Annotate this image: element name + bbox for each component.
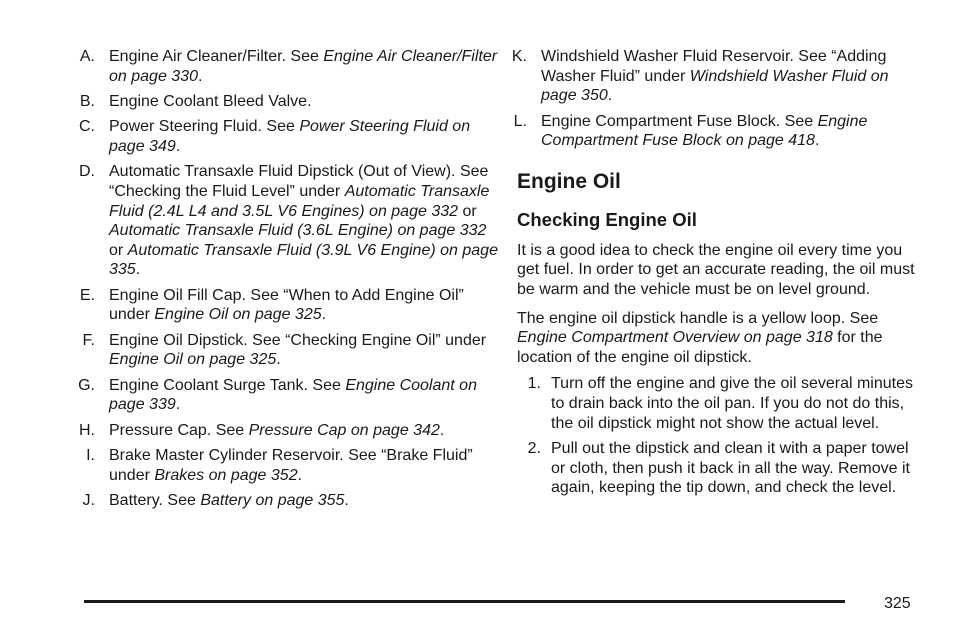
list-item: I. Brake Master Cylinder Reservoir. See “Brake Fluid” under Brakes on page 352.: [78, 446, 498, 485]
item-text: Engine Compartment Fuse Block. See: [541, 112, 818, 130]
item-letter: D.: [79, 163, 95, 181]
cross-reference: Automatic Transaxle Fluid (2.4L L4 and 3.5L V6 Engines) on page 332: [109, 182, 490, 220]
step-text: Pull out the dipstick and clean it with a paper towel or cloth, then push it back in all the way. Remove it again, keeping the tip down, and check the level.: [551, 439, 910, 497]
cross-reference: Engine Coolant on page 339: [109, 376, 477, 414]
cross-reference: Engine Compartment Fuse Block on page 418: [541, 112, 868, 150]
cross-reference: Engine Air Cleaner/Filter on page 330: [109, 48, 498, 85]
item-letter: I.: [86, 447, 95, 465]
cross-reference: Brakes on page 352: [154, 466, 298, 484]
item-text: Engine Oil Dipstick. See “Checking Engine Oil” under: [109, 331, 487, 349]
list-item: E. Engine Oil Fill Cap. See “When to Add Engine Oil” under Engine Oil on page 325.: [79, 286, 464, 324]
cross-reference: Automatic Transaxle Fluid (3.9L V6 Engine) on page 335: [109, 241, 498, 279]
item-text: Engine Coolant Bleed Valve.: [109, 92, 312, 110]
right-column: [510, 47, 924, 503]
cross-reference: Windshield Washer Fluid on page 350: [541, 67, 889, 105]
item-text: Power Steering Fluid. See: [109, 118, 300, 136]
item-text: Brake Master Cylinder Reservoir. See “Brake Fluid” under: [109, 447, 473, 484]
page-number: 325: [884, 595, 911, 612]
item-letter: F.: [82, 331, 95, 349]
step-text: Turn off the engine and give the oil several minutes to drain back into the oil pan. If you do not do this, the oil dipstick might not show the actual level.: [551, 375, 913, 432]
paragraph: The engine oil dipstick handle is a yellow loop. See Engine Compartment Overview on page 318 for the location of the engine oil dipstick.: [517, 309, 883, 366]
list-item: K. Windshield Washer Fluid Reservoir. See “Adding Washer Fluid” under Windshield Washer Fluid on page 350.: [511, 48, 889, 105]
item-letter: B.: [79, 92, 95, 110]
item-text: Battery. See: [109, 492, 201, 510]
item-letter: J.: [82, 492, 95, 510]
list-item: H. Pressure Cap. See Pressure Cap on page 342.: [79, 421, 445, 439]
cross-reference: Engine Compartment Overview on page 318: [517, 329, 833, 347]
list-item: F. Engine Oil Dipstick. See “Checking Engine Oil” under Engine Oil on page 325.: [78, 331, 498, 370]
item-letter: A.: [79, 48, 95, 65]
item-text: Windshield Washer Fluid Reservoir. See “Adding Washer Fluid” under: [541, 48, 887, 85]
cross-reference: Engine Oil on page 325: [154, 306, 322, 324]
list-item: A. Engine Air Cleaner/Filter. See Engine Air Cleaner/Filter on page 330.: [79, 48, 498, 85]
subsection-title: Checking Engine Oil: [517, 208, 697, 230]
list-item: [78, 92, 498, 112]
left-column: [78, 47, 498, 516]
list-item: D. Automatic Transaxle Fluid Dipstick (Out of View). See “Checking the Fluid Level” under Automatic Transaxle Fluid (2.4L L4 and 3.5L V6 Engines) on page 332 or Automatic Transaxle Fluid (3.6L Engine) on page 332 or Automatic Transaxle Fluid (3.9L V6 Engine) on page 335.: [79, 163, 498, 279]
step-item: [517, 439, 924, 498]
section-title: Engine Oil: [517, 169, 621, 193]
step-item: [517, 374, 924, 433]
step-number: 2.: [527, 439, 541, 457]
cross-reference: Automatic Transaxle Fluid (3.6L Engine) on page 332: [109, 222, 487, 240]
item-text: Pressure Cap. See: [109, 421, 249, 439]
paragraph: It is a good idea to check the engine oil every time you get fuel. In order to get an accurate reading, the oil must be warm and the vehicle must be on level ground.: [517, 241, 915, 298]
cross-reference: Battery on page 355: [200, 492, 345, 510]
item-text: Engine Oil Fill Cap. See “When to Add Engine Oil” under: [109, 286, 464, 324]
item-letter: L.: [513, 112, 527, 130]
list-item: G. Engine Coolant Surge Tank. See Engine Coolant on page 339.: [78, 376, 477, 414]
step-number: 1.: [527, 375, 541, 393]
cross-reference: Pressure Cap on page 342: [248, 421, 440, 439]
item-text: Engine Coolant Surge Tank. See: [109, 376, 346, 394]
item-letter: C.: [79, 118, 95, 136]
list-item: L. Engine Compartment Fuse Block. See Engine Compartment Fuse Block on page 418.: [510, 112, 924, 151]
item-letter: E.: [79, 286, 95, 304]
item-letter: K.: [511, 48, 527, 65]
item-letter: G.: [78, 376, 95, 394]
footer-rule: [84, 600, 845, 603]
cross-reference: Engine Oil on page 325: [109, 351, 277, 369]
list-item: C. Power Steering Fluid. See Power Steering Fluid on page 349.: [79, 118, 471, 155]
cross-reference: Power Steering Fluid on page 349: [109, 118, 471, 155]
item-letter: H.: [79, 421, 95, 439]
item-text: Automatic Transaxle Fluid Dipstick (Out of View). See “Checking the Fluid Level” under: [109, 163, 489, 200]
list-item: J. Battery. See Battery on page 355.: [78, 491, 498, 511]
item-text: Engine Air Cleaner/Filter. See: [109, 48, 324, 65]
numbered-steps: [517, 374, 924, 497]
